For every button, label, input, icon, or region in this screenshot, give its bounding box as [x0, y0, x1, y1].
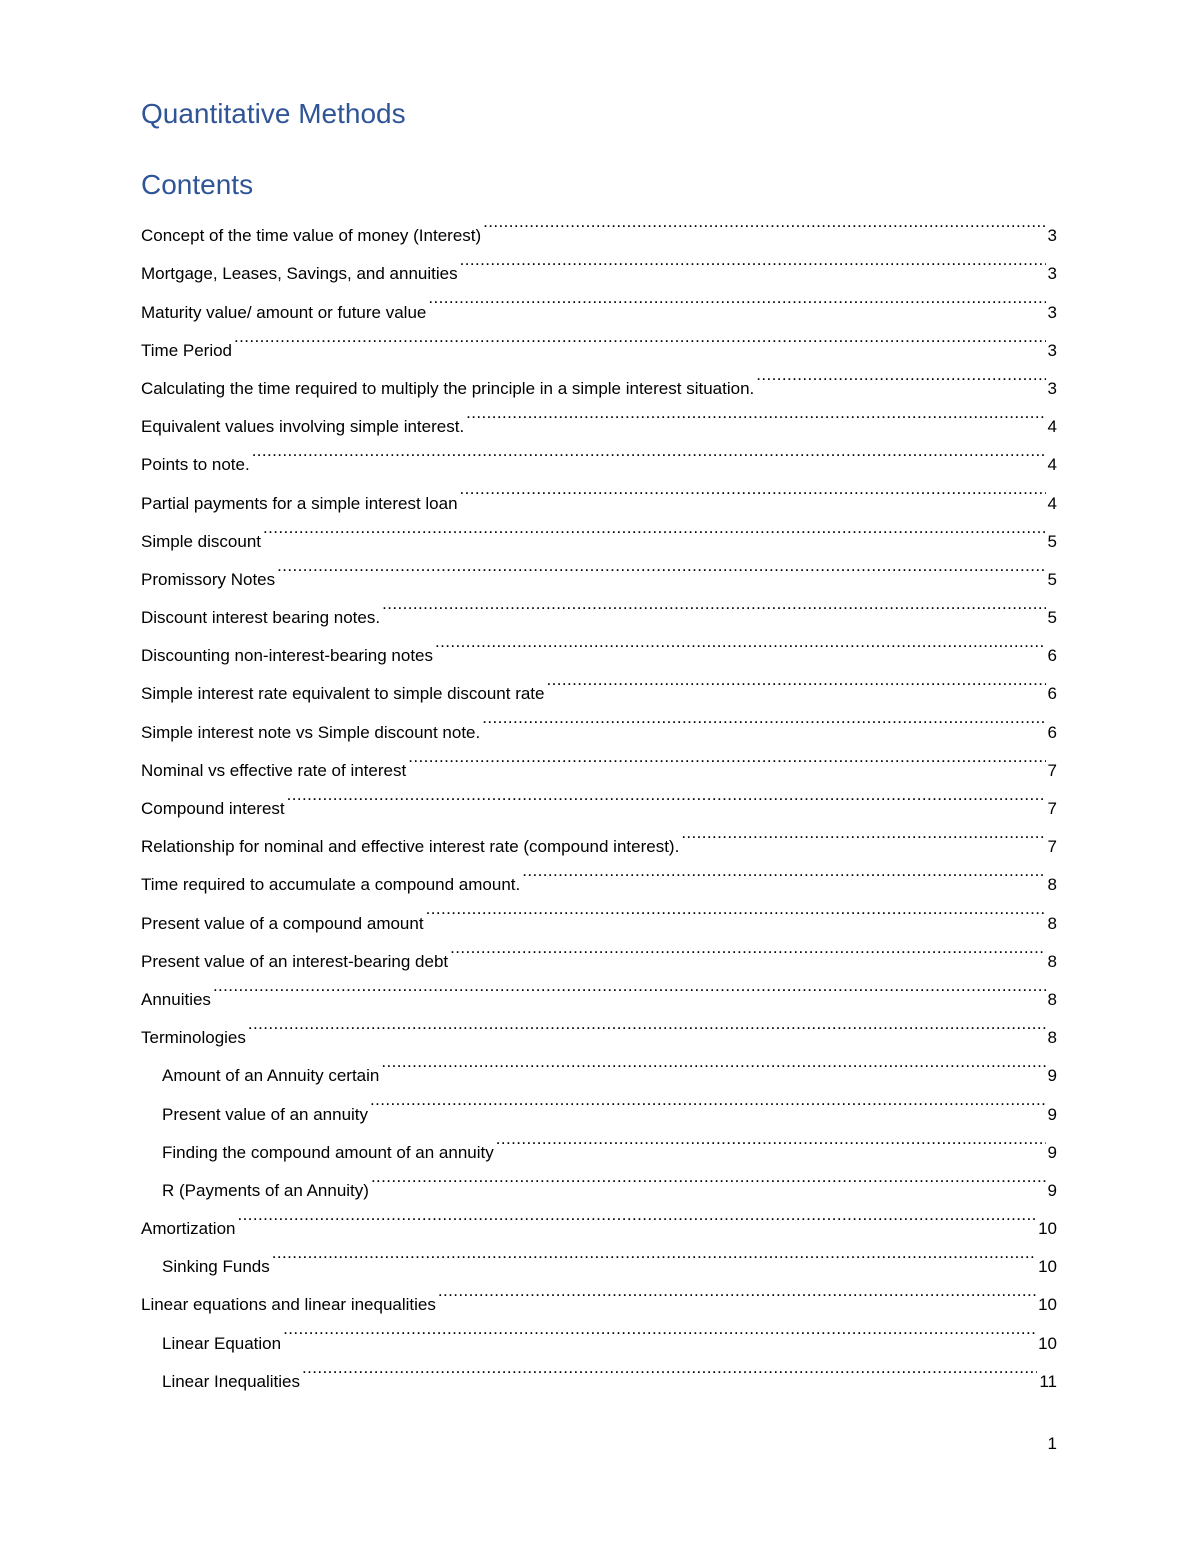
toc-entry-title[interactable]: R (Payments of an Annuity)	[162, 1180, 369, 1200]
toc-entry-page[interactable]: 9	[1047, 1142, 1057, 1162]
toc-dot-leader	[283, 1310, 1036, 1348]
toc-entry-title[interactable]: Nominal vs effective rate of interest	[141, 760, 407, 780]
toc-entry-title[interactable]: Calculating the time required to multiply the principle in a simple interest situation.	[141, 378, 755, 398]
toc-dot-leader	[370, 1081, 1046, 1119]
toc-dot-leader	[428, 279, 1045, 317]
toc-entry-title[interactable]: Discounting non-interest-bearing notes	[141, 646, 434, 666]
toc-entry-title[interactable]: Linear Equation	[162, 1333, 282, 1353]
toc-entry-page[interactable]: 7	[1047, 799, 1057, 818]
toc-entry[interactable]	[141, 547, 1057, 589]
toc-dot-leader	[438, 1272, 1036, 1310]
toc-entry[interactable]	[141, 1234, 1057, 1277]
toc-dot-leader	[302, 1349, 1037, 1387]
toc-dot-leader	[408, 738, 1045, 776]
toc-entry-title[interactable]: Linear equations and linear inequalities	[141, 1295, 436, 1315]
toc-entry-page[interactable]: 4	[1047, 417, 1057, 437]
toc-entry[interactable]	[141, 1272, 1057, 1315]
toc-entry-page[interactable]: 5	[1047, 608, 1057, 628]
toc-entry-title[interactable]: Terminologies	[141, 1028, 246, 1048]
toc-dot-leader	[272, 1234, 1036, 1272]
toc-entry-page[interactable]: 7	[1047, 760, 1057, 780]
toc-entry-page[interactable]: 3	[1047, 378, 1057, 398]
toc-dot-leader	[382, 585, 1045, 623]
toc-entry-page[interactable]: 5	[1047, 569, 1057, 589]
toc-entry-page[interactable]: 6	[1047, 722, 1057, 742]
toc-entry-title[interactable]: Discount interest bearing notes.	[141, 608, 381, 628]
toc-entry-page[interactable]: 3	[1047, 340, 1057, 360]
toc-dot-leader	[460, 470, 1046, 508]
toc-entry-title[interactable]: Compound interest	[141, 799, 285, 818]
toc-entry-title[interactable]: Promissory Notes	[141, 569, 276, 589]
toc-entry-title[interactable]: Concept of the time value of money (Interest)	[141, 226, 482, 246]
toc-entry[interactable]	[141, 509, 1057, 551]
toc-dot-leader	[263, 509, 1046, 547]
toc-dot-leader	[496, 1120, 1046, 1158]
toc-entry-title[interactable]: Maturity value/ amount or future value	[141, 302, 427, 322]
toc-entry-page[interactable]: 6	[1047, 684, 1057, 704]
toc-entry-page[interactable]: 10	[1038, 1219, 1057, 1239]
toc-dot-leader	[287, 776, 1046, 814]
toc-entry-title[interactable]: Annuities	[141, 989, 211, 1009]
toc-entry-page[interactable]: 3	[1047, 302, 1057, 322]
toc-entry-title[interactable]: Amortization	[141, 1219, 236, 1239]
toc-entry-title[interactable]: Simple discount	[141, 531, 262, 551]
toc-entry-page[interactable]: 8	[1047, 875, 1057, 895]
toc-entry-title[interactable]: Present value of a compound amount	[141, 913, 424, 933]
toc-entry[interactable]	[141, 1043, 1057, 1086]
toc-entry-page[interactable]: 6	[1047, 646, 1057, 666]
toc-entry-title[interactable]: Amount of an Annuity certain	[162, 1066, 380, 1086]
page-number: 1	[1047, 1434, 1057, 1453]
toc-entry-page[interactable]: 10	[1038, 1295, 1057, 1315]
toc-entry[interactable]	[141, 1005, 1057, 1048]
toc-entry-title[interactable]: Points to note.	[141, 455, 250, 475]
toc-entry-page[interactable]: 9	[1047, 1066, 1057, 1086]
toc-dot-leader	[426, 890, 1046, 928]
toc-entry-page[interactable]: 11	[1039, 1371, 1057, 1391]
toc-entry-title[interactable]: Linear Inequalities	[162, 1371, 300, 1391]
toc-dot-leader	[237, 1196, 1036, 1234]
toc-entry-page[interactable]: 8	[1047, 913, 1057, 933]
toc-entry-title[interactable]: Present value of an annuity	[162, 1104, 369, 1124]
toc-entry-page[interactable]: 4	[1047, 493, 1057, 513]
toc-entry-title[interactable]: Equivalent values involving simple interest.	[141, 417, 465, 437]
toc-dot-leader	[450, 929, 1045, 967]
toc-entry[interactable]	[141, 203, 1057, 246]
toc-dot-leader	[460, 241, 1046, 279]
toc-dot-leader	[483, 203, 1045, 241]
toc-entry-page[interactable]: 3	[1047, 264, 1057, 284]
toc-dot-leader	[234, 318, 1046, 356]
toc-entry-page[interactable]: 10	[1038, 1257, 1057, 1277]
toc-entry-title[interactable]: Sinking Funds	[162, 1257, 270, 1277]
toc-entry-page[interactable]: 7	[1047, 837, 1057, 857]
toc-entry-title[interactable]: Relationship for nominal and effective interest rate (compound interest).	[141, 837, 680, 857]
toc-dot-leader	[371, 1158, 1046, 1196]
toc-entry[interactable]	[141, 1196, 1057, 1239]
toc-entry-page[interactable]: 9	[1047, 1104, 1057, 1124]
toc-entry[interactable]	[141, 432, 1057, 475]
toc-dot-leader	[252, 432, 1046, 470]
toc-entry[interactable]	[141, 318, 1057, 360]
toc-entry-title[interactable]: Finding the compound amount of an annuity	[162, 1142, 494, 1162]
toc-entry-page[interactable]: 8	[1047, 1028, 1057, 1048]
toc-dot-leader	[681, 814, 1045, 852]
toc-entry-title[interactable]: Partial payments for a simple interest loan	[141, 493, 458, 513]
toc-entry-page[interactable]: 8	[1047, 951, 1057, 971]
toc-dot-leader	[756, 356, 1045, 394]
toc-entry[interactable]	[141, 356, 1057, 398]
toc-heading: Contents	[141, 169, 254, 200]
toc-entry[interactable]	[141, 585, 1057, 628]
toc-entry-title[interactable]: Time required to accumulate a compound amount.	[141, 875, 521, 895]
toc-entry[interactable]	[141, 470, 1057, 513]
toc-entry-page[interactable]: 4	[1047, 455, 1057, 475]
toc-dot-leader	[277, 547, 1045, 585]
toc-dot-leader	[435, 623, 1046, 661]
toc-entry-title[interactable]: Simple interest note vs Simple discount note.	[141, 722, 481, 742]
toc-entry-title[interactable]: Simple interest rate equivalent to simple discount rate	[141, 684, 545, 704]
toc-entry-page[interactable]: 9	[1047, 1180, 1057, 1200]
toc-entry-page[interactable]: 8	[1047, 989, 1057, 1009]
toc-dot-leader	[381, 1043, 1045, 1081]
toc-entry-title[interactable]: Time Period	[141, 340, 233, 360]
toc-entry[interactable]	[141, 967, 1057, 1009]
table-of-contents	[141, 203, 1057, 1391]
toc-dot-leader	[482, 699, 1045, 737]
toc-entry-title[interactable]: Present value of an interest-bearing debt	[141, 951, 449, 971]
toc-entry-title[interactable]: Mortgage, Leases, Savings, and annuities	[141, 264, 458, 284]
toc-entry-page[interactable]: 5	[1047, 531, 1057, 551]
toc-dot-leader	[213, 967, 1046, 1005]
toc-dot-leader	[466, 394, 1045, 432]
document-title: Quantitative Methods	[141, 98, 406, 129]
toc-dot-leader	[546, 661, 1045, 699]
toc-entry-page[interactable]: 10	[1038, 1333, 1057, 1353]
toc-entry-page[interactable]: 3	[1047, 226, 1057, 246]
toc-dot-leader	[522, 852, 1045, 890]
toc-dot-leader	[248, 1005, 1046, 1043]
